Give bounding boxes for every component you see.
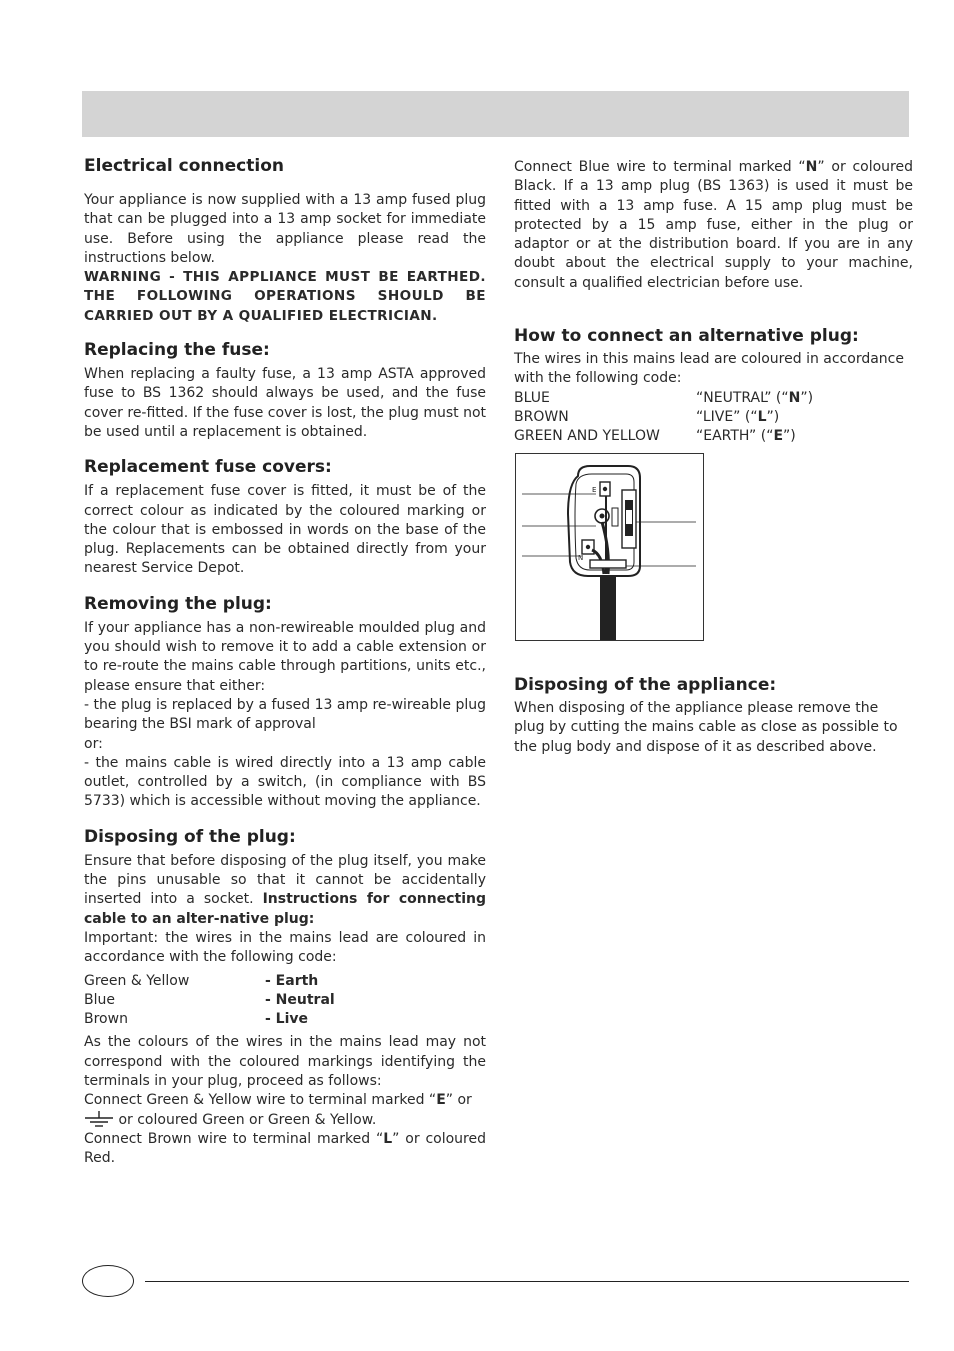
removing-plug-option-1: - the plug is replaced by a fused 13 amp re-wireable plug bearing the BSI mark of approval bbox=[84, 696, 486, 733]
wire-colour: Brown bbox=[84, 1011, 128, 1028]
page-number-oval bbox=[82, 1265, 134, 1297]
earth-symbol-icon bbox=[84, 1111, 114, 1129]
wire-role: - Live bbox=[265, 1011, 309, 1028]
disposing-appliance-heading: Disposing of the appliance: bbox=[514, 675, 777, 695]
alt-role-letter: L bbox=[757, 408, 767, 425]
alt-role-post: ”) bbox=[766, 408, 780, 425]
brown-instruction bbox=[84, 1130, 486, 1169]
alt-role-pre: “LIVE” (“ bbox=[696, 408, 758, 425]
alt-wire-colour: GREEN AND YELLOW bbox=[514, 428, 660, 445]
alt-plug-body: The wires in this mains lead are coloured in accordance with the following code: bbox=[514, 351, 904, 387]
colours-mismatch-text: As the colours of the wires in the mains lead may not correspond with the coloured markings identifying the terminals in your plug, proceed as follows: bbox=[84, 1034, 486, 1089]
green-yellow-text: Connect Green & Yellow wire to terminal marked “ bbox=[84, 1092, 437, 1109]
svg-text:E: E bbox=[592, 486, 597, 494]
footer-rule bbox=[145, 1281, 909, 1282]
wire-code-row bbox=[84, 972, 486, 991]
alt-wire-code-row bbox=[514, 408, 913, 427]
terminal-letter-e: E bbox=[436, 1092, 446, 1109]
alt-wire-role bbox=[696, 408, 779, 427]
wire-colour: Green & Yellow bbox=[84, 972, 190, 989]
alt-wire-colour: BLUE bbox=[514, 389, 550, 406]
wire-colour: Blue bbox=[84, 991, 115, 1008]
earth-symbol-line bbox=[84, 1111, 486, 1130]
removing-plug-or: or: bbox=[84, 735, 103, 752]
earthing-warning: WARNING - THIS APPLIANCE MUST BE EARTHED. THE FOLLOWING OPERATIONS SHOULD BE CARRIED OUT BY A QUALIFIED ELECTRICIAN. bbox=[84, 269, 486, 324]
alt-plug-heading: How to connect an alternative plug: bbox=[514, 326, 859, 347]
blue-instruction bbox=[514, 158, 913, 293]
disposing-plug-text: Ensure that before disposing of the plug itself, you make the pins unusable so that it cannot be accidentally inserted into a socket. bbox=[84, 852, 486, 908]
wire-role: - Earth bbox=[265, 972, 319, 989]
blue-text-end: ” or coloured Black. If a 13 amp plug (BS 1363) is used it must be fitted with a 13 amp fuse. A 15 amp plug must be protected by a 15 amp fuse, either in the plug or adaptor or at the distribution board. If you are in any doubt about the electrical supply to your machine, consult a qualified electrician before use. bbox=[514, 159, 913, 291]
disposing-plug-heading: Disposing of the plug: bbox=[84, 826, 296, 847]
disposing-appliance-section bbox=[514, 673, 913, 757]
green-yellow-instruction bbox=[84, 1091, 486, 1110]
earth-colour-text: or coloured Green or Green & Yellow. bbox=[114, 1111, 377, 1128]
alt-role-letter: N bbox=[788, 389, 801, 406]
wire-code-table bbox=[84, 972, 486, 1030]
removing-plug-option-2: - the mains cable is wired directly into a 13 amp cable outlet, controlled by a switch, (in compliance with BS 5733) which is accessible without moving the appliance. bbox=[84, 754, 486, 810]
wire-code-intro: Important: the wires in the mains lead are coloured in accordance with the following code: bbox=[84, 929, 486, 966]
brown-text-end: ” or coloured Red. bbox=[84, 1130, 486, 1167]
left-column bbox=[84, 154, 486, 1168]
replacement-covers-heading: Replacement fuse covers: bbox=[84, 457, 332, 478]
removing-plug-heading: Removing the plug: bbox=[84, 593, 272, 614]
header-bar bbox=[82, 91, 909, 137]
terminal-letter-l: L bbox=[383, 1130, 393, 1147]
wire-code-row bbox=[84, 1010, 486, 1029]
terminal-letter-n: N bbox=[805, 159, 818, 175]
disposing-plug-body bbox=[84, 852, 486, 929]
plug-illustration bbox=[516, 454, 703, 640]
alt-role-letter: E bbox=[773, 428, 784, 445]
wire-code-row bbox=[84, 991, 486, 1010]
alt-wire-role bbox=[696, 427, 796, 446]
plug-wiring-diagram bbox=[515, 453, 704, 641]
wire-role: - Neutral bbox=[265, 991, 335, 1008]
replacement-covers-body: If a replacement fuse cover is fitted, it must be of the correct colour as indicated by the coloured marking or the colour that is embossed in words on the base of the plug. Replacements can be obtained directly from your nearest Service Depot. bbox=[84, 483, 486, 577]
alt-wire-code-table bbox=[514, 389, 913, 447]
svg-text:N: N bbox=[578, 554, 584, 562]
removing-plug-body: If your appliance has a non-rewireable moulded plug and you should wish to remove it to add a cable extension or to re-route the mains cable through partitions, units etc., please ensure that either: bbox=[84, 619, 486, 694]
alt-role-post: ”) bbox=[800, 389, 814, 406]
alt-wire-code-row bbox=[514, 427, 913, 446]
electrical-connection-body: Your appliance is now supplied with a 13 amp fused plug that can be plugged into a 13 amp socket for immediate use. Before using the appliance please read the instructions below. bbox=[84, 192, 486, 266]
replacing-fuse-heading: Replacing the fuse: bbox=[84, 340, 270, 361]
alt-wire-code-row bbox=[514, 389, 913, 408]
right-column bbox=[514, 158, 913, 447]
electrical-connection-heading: Electrical connection bbox=[84, 156, 284, 176]
brown-text: Connect Brown wire to terminal marked “ bbox=[84, 1130, 384, 1147]
disposing-appliance-body: When disposing of the appliance please remove the plug by cutting the mains cable as close as possible to the plug body and dispose of it as described above. bbox=[514, 700, 898, 755]
blue-text: Connect Blue wire to terminal marked “ bbox=[514, 159, 806, 175]
alt-role-post: ”) bbox=[783, 428, 796, 445]
replacing-fuse-body: When replacing a faulty fuse, a 13 amp ASTA approved fuse to BS 1362 should always be used, and the fuse cover re-fitted. If the fuse cover is lost, the plug must not be used until a replacement is obtained. bbox=[84, 366, 486, 440]
alt-role-pre: “NEUTRAL” (“ bbox=[696, 389, 789, 406]
alt-wire-colour: BROWN bbox=[514, 408, 569, 425]
alternative-plug-instructions: Instructions for connecting cable to an alter-native plug: bbox=[84, 891, 486, 927]
alt-wire-role bbox=[696, 389, 813, 408]
alt-role-pre: “EARTH” (“ bbox=[696, 428, 774, 445]
green-yellow-text-end: ” or bbox=[445, 1092, 472, 1109]
